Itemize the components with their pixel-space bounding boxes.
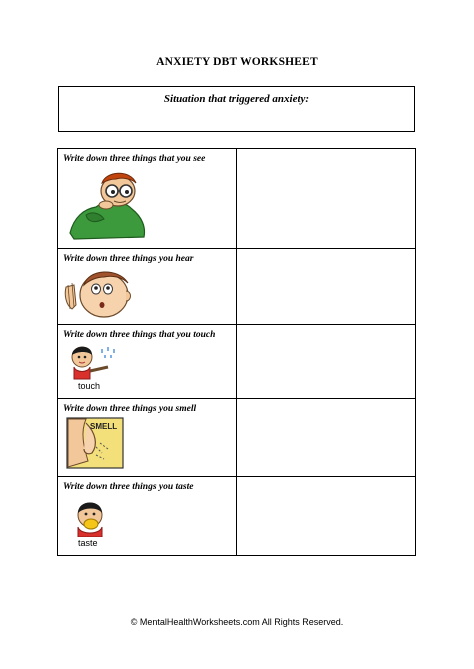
prompt-smell: Write down three things you smell	[63, 404, 197, 414]
caption-touch: touch	[78, 381, 101, 391]
table-row-hear	[58, 248, 415, 324]
touch-boy-icon	[68, 343, 120, 381]
smell-nose-icon	[66, 417, 124, 469]
answer-cell-touch[interactable]	[237, 325, 415, 398]
prompt-cell-smell	[58, 399, 237, 476]
table-row-see	[58, 149, 415, 248]
caption-taste: taste	[78, 538, 98, 548]
table-row-taste	[58, 476, 415, 555]
answer-cell-see[interactable]	[237, 149, 415, 248]
prompt-taste: Write down three things you taste	[63, 482, 194, 492]
prompt-cell-taste	[58, 477, 237, 555]
answer-cell-hear[interactable]	[237, 249, 415, 324]
prompt-cell-hear	[58, 249, 237, 324]
table-row-touch	[58, 324, 415, 398]
prompt-cell-see	[58, 149, 237, 248]
situation-label: Situation that triggered anxiety:	[163, 93, 310, 105]
smell-image-text: SMELL	[90, 422, 118, 431]
prompt-see: Write down three things that you see	[63, 154, 206, 164]
answer-cell-taste[interactable]	[237, 477, 415, 555]
taste-boy-icon	[70, 497, 112, 537]
sensory-table	[57, 148, 416, 556]
prompt-cell-touch	[58, 325, 237, 398]
copyright-footer: © MentalHealthWorksheets.com All Rights Reserved.	[130, 617, 344, 627]
prompt-hear: Write down three things you hear	[63, 254, 194, 264]
situation-box[interactable]	[58, 86, 415, 132]
answer-cell-smell[interactable]	[237, 399, 415, 476]
looking-man-icon	[66, 169, 148, 241]
prompt-touch: Write down three things that you touch	[63, 330, 216, 340]
listening-face-icon	[62, 265, 136, 321]
worksheet-title: ANXIETY DBT WORKSHEET	[156, 56, 318, 68]
table-row-smell	[58, 398, 415, 476]
